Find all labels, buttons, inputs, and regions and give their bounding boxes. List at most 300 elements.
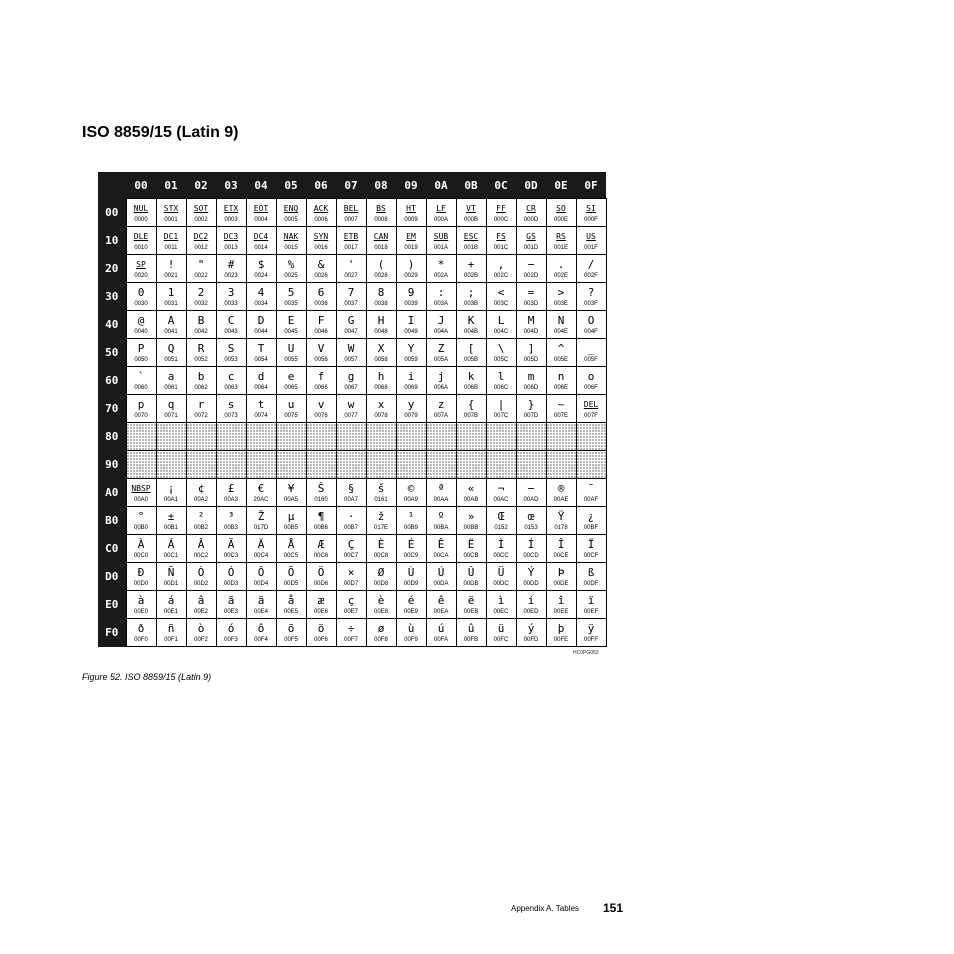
code-point: 007A: [433, 413, 448, 419]
char-cell: [366, 395, 396, 423]
code-point: 000F: [584, 217, 598, 223]
code-point: 001A: [433, 245, 448, 251]
row-header: 40: [98, 311, 126, 339]
row-header: B0: [98, 507, 126, 535]
code-point: 00E0: [133, 609, 148, 615]
char-cell: [576, 535, 606, 563]
code-point: 007C: [493, 413, 509, 419]
code-point: 001D: [523, 245, 539, 251]
char-cell: [126, 255, 156, 283]
character-glyph: C: [227, 314, 235, 327]
character-glyph: a: [167, 370, 175, 383]
character-glyph: ï: [587, 594, 595, 607]
character-glyph: Á: [167, 538, 175, 551]
code-point: 00B9: [403, 525, 418, 531]
character-glyph: ²: [197, 510, 205, 523]
code-point: 005E: [553, 357, 568, 363]
control-code-name: CR: [526, 204, 536, 213]
code-point: 00E2: [193, 609, 208, 615]
char-cell: [576, 591, 606, 619]
char-cell: [366, 339, 396, 367]
character-glyph: º: [437, 510, 445, 523]
character-glyph: !: [167, 258, 175, 271]
character-glyph: ö: [317, 622, 325, 635]
code-point: 003C: [493, 301, 509, 307]
code-point: 00D3: [223, 581, 239, 587]
code-point: 003B: [463, 301, 478, 307]
code-point: 00D8: [373, 581, 389, 587]
char-cell: [546, 255, 576, 283]
code-point: 00EE: [553, 609, 569, 615]
char-cell: [156, 227, 186, 255]
row-header: D0: [98, 563, 126, 591]
character-glyph: É: [407, 538, 415, 551]
code-point: 001B: [463, 245, 478, 251]
character-glyph: D: [257, 314, 265, 327]
char-cell: [546, 535, 576, 563]
code-point: 0043: [224, 329, 238, 335]
code-point: 00D6: [313, 581, 329, 587]
control-code-name: SUB: [433, 232, 449, 241]
row-header: F0: [98, 619, 126, 647]
code-point: 00DB: [463, 581, 479, 587]
character-glyph: /: [587, 258, 595, 271]
code-point: 003A: [433, 301, 448, 307]
character-glyph: 0: [137, 286, 145, 299]
character-glyph: L: [497, 314, 505, 327]
code-point: 003D: [523, 301, 539, 307]
char-cell: [276, 395, 306, 423]
char-cell: [546, 367, 576, 395]
row-header: 60: [98, 367, 126, 395]
char-cell: [126, 283, 156, 311]
char-cell: [426, 199, 456, 227]
code-point: 0038: [374, 301, 388, 307]
char-cell: [546, 563, 576, 591]
page-number: 151: [603, 901, 624, 915]
code-point: 0067: [344, 385, 358, 391]
character-glyph: Õ: [287, 566, 295, 579]
unused-cell: [246, 423, 276, 451]
character-glyph: «: [467, 482, 475, 495]
character-glyph: ¿: [587, 510, 595, 523]
char-cell: [306, 227, 336, 255]
code-point: 00E9: [403, 609, 418, 615]
character-glyph: ¬: [497, 482, 505, 495]
char-cell: [516, 367, 546, 395]
character-glyph: Þ: [557, 566, 565, 579]
char-cell: [366, 563, 396, 591]
code-point: 00F4: [254, 637, 268, 643]
code-point: 00B5: [283, 525, 298, 531]
char-cell: [156, 619, 186, 647]
table-row: [98, 479, 606, 507]
character-glyph: #: [227, 258, 235, 271]
code-point: 006A: [433, 385, 448, 391]
char-cell: [216, 395, 246, 423]
character-glyph: è: [377, 594, 385, 607]
code-point: 00CB: [463, 553, 479, 559]
char-cell: [336, 367, 366, 395]
char-cell: [336, 311, 366, 339]
code-point: 00F6: [314, 637, 328, 643]
character-glyph: 5: [287, 286, 295, 299]
char-cell: [276, 479, 306, 507]
char-cell: [396, 227, 426, 255]
char-cell: [396, 535, 426, 563]
code-point: 0019: [404, 245, 418, 251]
character-glyph: ë: [467, 594, 475, 607]
code-point: 00F0: [134, 637, 148, 643]
unused-cell: [366, 423, 396, 451]
unused-cell: [336, 423, 366, 451]
code-point: 00DA: [433, 581, 449, 587]
character-glyph: v: [317, 398, 325, 411]
char-cell: [306, 395, 336, 423]
code-point: 004A: [433, 329, 448, 335]
code-point: 0013: [224, 245, 238, 251]
char-cell: [186, 535, 216, 563]
code-point: 0046: [314, 329, 328, 335]
code-point: 0011: [164, 245, 178, 251]
code-point: 0004: [254, 217, 268, 223]
code-point: 00DD: [523, 581, 539, 587]
character-glyph: Z: [437, 342, 445, 355]
char-cell: [156, 199, 186, 227]
code-point: 006C: [493, 385, 509, 391]
character-glyph: Ô: [257, 566, 265, 579]
character-glyph: þ: [557, 622, 565, 635]
row-header: 10: [98, 227, 126, 255]
code-point: 00F2: [194, 637, 208, 643]
character-glyph: *: [437, 258, 445, 271]
character-glyph: X: [377, 342, 385, 355]
character-glyph: Ö: [317, 566, 325, 579]
character-glyph: h: [377, 370, 385, 383]
control-code-name: RS: [556, 232, 566, 241]
code-point: 0068: [374, 385, 388, 391]
char-cell: [576, 199, 606, 227]
char-cell: [186, 255, 216, 283]
row-header: A0: [98, 479, 126, 507]
char-cell: [306, 255, 336, 283]
character-glyph: Û: [467, 566, 475, 579]
character-glyph: p: [137, 398, 145, 411]
code-point: 002A: [433, 273, 448, 279]
code-point: 003F: [584, 301, 598, 307]
code-point: 00A5: [283, 497, 298, 503]
control-code-name: DC2: [193, 232, 209, 241]
char-cell: [456, 507, 486, 535]
control-code-name: US: [586, 232, 596, 241]
char-cell: [426, 255, 456, 283]
character-glyph: Ù: [407, 566, 415, 579]
char-cell: [486, 479, 516, 507]
char-cell: [576, 479, 606, 507]
column-header: 0A: [426, 172, 456, 199]
character-glyph: T: [257, 342, 265, 355]
character-glyph: ^: [557, 342, 565, 355]
character-glyph: _: [587, 342, 595, 355]
code-point: 00E8: [373, 609, 388, 615]
unused-cell: [156, 423, 186, 451]
character-glyph: 7: [347, 286, 355, 299]
char-cell: [156, 507, 186, 535]
char-cell: [156, 479, 186, 507]
char-cell: [126, 563, 156, 591]
character-glyph: ®: [557, 482, 565, 495]
control-code-name: LF: [436, 204, 446, 213]
code-point: 00F8: [374, 637, 388, 643]
code-point: 0001: [164, 217, 178, 223]
control-code-name: EM: [406, 232, 416, 241]
control-code-name: BEL: [343, 204, 359, 213]
character-glyph: Ì: [497, 538, 505, 551]
char-cell: [246, 479, 276, 507]
character-glyph: −: [527, 258, 535, 271]
column-header: 06: [306, 172, 336, 199]
character-glyph: õ: [287, 622, 295, 635]
code-point: 006B: [463, 385, 478, 391]
code-point: 0153: [524, 525, 538, 531]
column-header: 0F: [576, 172, 606, 199]
column-header: 0B: [456, 172, 486, 199]
char-cell: [246, 367, 276, 395]
character-glyph: l: [497, 370, 505, 383]
character-glyph: R: [197, 342, 205, 355]
character-glyph: ü: [497, 622, 505, 635]
character-glyph: r: [197, 398, 205, 411]
character-glyph: &: [317, 258, 325, 271]
control-code-name: SP: [136, 260, 146, 269]
code-point: 0040: [134, 329, 148, 335]
row-header: 30: [98, 283, 126, 311]
code-point: 0000: [134, 217, 148, 223]
character-glyph: ³: [227, 510, 235, 523]
char-cell: [306, 367, 336, 395]
char-cell: [216, 283, 246, 311]
code-point: 0078: [374, 413, 388, 419]
code-point: 00F9: [404, 637, 418, 643]
char-cell: [456, 283, 486, 311]
char-cell: [516, 339, 546, 367]
character-glyph: ?: [587, 286, 595, 299]
char-cell: [516, 619, 546, 647]
char-cell: [456, 199, 486, 227]
character-glyph: ò: [197, 622, 205, 635]
code-point: 00EB: [463, 609, 479, 615]
control-code-name: ETX: [223, 204, 239, 213]
character-glyph: œ: [527, 510, 535, 523]
code-point: 00C6: [313, 553, 329, 559]
char-cell: [546, 283, 576, 311]
code-point: 004F: [584, 329, 598, 335]
character-glyph: M: [527, 314, 535, 327]
character-glyph: y: [407, 398, 415, 411]
code-point: 0058: [374, 357, 388, 363]
code-point: 004C: [493, 329, 509, 335]
char-cell: [156, 395, 186, 423]
code-point: 007E: [553, 413, 568, 419]
row-header: C0: [98, 535, 126, 563]
character-glyph: .: [557, 258, 565, 271]
char-cell: [576, 619, 606, 647]
code-point: 0034: [254, 301, 268, 307]
character-glyph: [: [467, 342, 475, 355]
char-cell: [426, 367, 456, 395]
char-cell: [456, 311, 486, 339]
control-code-name: NUL: [133, 204, 149, 213]
char-cell: [396, 367, 426, 395]
char-cell: [216, 535, 246, 563]
code-point: 00E7: [343, 609, 358, 615]
char-cell: [426, 283, 456, 311]
code-point: 005F: [584, 357, 598, 363]
row-header: 20: [98, 255, 126, 283]
character-glyph: ¥: [287, 482, 295, 495]
character-glyph: }: [527, 398, 535, 411]
code-point: 0007: [344, 217, 358, 223]
char-cell: [186, 199, 216, 227]
char-cell: [426, 563, 456, 591]
character-glyph: −: [527, 482, 535, 495]
char-cell: [246, 227, 276, 255]
character-glyph: 8: [377, 286, 385, 299]
unused-cell: [546, 451, 576, 479]
character-glyph: ¢: [197, 482, 205, 495]
code-point: 0016: [314, 245, 328, 251]
control-code-name: DLE: [133, 232, 149, 241]
column-header: 09: [396, 172, 426, 199]
char-cell: [186, 591, 216, 619]
character-glyph: q: [167, 398, 175, 411]
code-point: 002B: [463, 273, 478, 279]
character-glyph: ž: [377, 510, 385, 523]
char-cell: [336, 339, 366, 367]
character-glyph: ·: [347, 510, 355, 523]
char-cell: [306, 619, 336, 647]
char-cell: [186, 311, 216, 339]
code-table: [98, 172, 607, 647]
character-glyph: A: [167, 314, 175, 327]
character-glyph: ú: [437, 622, 445, 635]
char-cell: [336, 619, 366, 647]
char-cell: [336, 283, 366, 311]
code-point: 00C8: [373, 553, 389, 559]
character-glyph: J: [437, 314, 445, 327]
unused-cell: [576, 451, 606, 479]
code-point: 0071: [164, 413, 178, 419]
char-cell: [576, 367, 606, 395]
control-code-name: STX: [163, 204, 179, 213]
char-cell: [126, 479, 156, 507]
code-point: 00BA: [433, 525, 449, 531]
char-cell: [276, 563, 306, 591]
char-cell: [276, 535, 306, 563]
char-cell: [366, 535, 396, 563]
table-row: [98, 451, 606, 479]
char-cell: [396, 563, 426, 591]
code-point: 0027: [344, 273, 358, 279]
char-cell: [576, 283, 606, 311]
char-cell: [576, 311, 606, 339]
char-cell: [126, 535, 156, 563]
character-glyph: ø: [377, 622, 385, 635]
code-point: 0006: [314, 217, 328, 223]
char-cell: [516, 199, 546, 227]
code-point: 0028: [374, 273, 388, 279]
code-point: 00DF: [583, 581, 599, 587]
char-cell: [366, 367, 396, 395]
character-glyph: ]: [527, 342, 535, 355]
code-point: 00ED: [523, 609, 539, 615]
character-glyph: (: [377, 258, 385, 271]
char-cell: [216, 591, 246, 619]
table-corner: [98, 172, 126, 199]
code-point: 0020: [134, 273, 148, 279]
char-cell: [486, 227, 516, 255]
char-cell: [216, 339, 246, 367]
char-cell: [276, 591, 306, 619]
character-glyph: c: [227, 370, 235, 383]
char-cell: [336, 591, 366, 619]
column-header: 05: [276, 172, 306, 199]
row-header: 90: [98, 451, 126, 479]
char-cell: [156, 255, 186, 283]
character-glyph: i: [407, 370, 415, 383]
character-glyph: ó: [227, 622, 235, 635]
character-glyph: n: [557, 370, 565, 383]
code-point: 002C: [493, 273, 509, 279]
code-point: 0021: [164, 273, 178, 279]
control-code-name: SI: [586, 204, 596, 213]
table-row: [98, 591, 606, 619]
code-point: 0066: [314, 385, 328, 391]
unused-cell: [546, 423, 576, 451]
code-point: 00F7: [344, 637, 358, 643]
unused-cell: [456, 423, 486, 451]
code-point: 0009: [404, 217, 418, 223]
char-cell: [276, 227, 306, 255]
character-glyph: Î: [557, 538, 565, 551]
code-point: 00CC: [493, 553, 509, 559]
character-glyph: Q: [167, 342, 175, 355]
code-point: 0059: [404, 357, 418, 363]
char-cell: [426, 227, 456, 255]
char-cell: [486, 283, 516, 311]
char-cell: [276, 199, 306, 227]
char-cell: [246, 311, 276, 339]
code-point: 0041: [164, 329, 178, 335]
char-cell: [276, 507, 306, 535]
control-code-name: SOT: [193, 204, 209, 213]
code-point: 00FD: [523, 637, 539, 643]
character-glyph: á: [167, 594, 175, 607]
code-point: 00A7: [343, 497, 358, 503]
code-point: 00B6: [313, 525, 328, 531]
code-point: 00CE: [553, 553, 569, 559]
code-point: 00E5: [283, 609, 298, 615]
character-glyph: `: [137, 370, 145, 383]
character-glyph: |: [497, 398, 505, 411]
table-row: [98, 255, 606, 283]
unused-cell: [276, 451, 306, 479]
character-glyph: ð: [137, 622, 145, 635]
code-point: 002E: [553, 273, 568, 279]
char-cell: [246, 255, 276, 283]
character-glyph: ~: [557, 398, 565, 411]
character-glyph: I: [407, 314, 415, 327]
